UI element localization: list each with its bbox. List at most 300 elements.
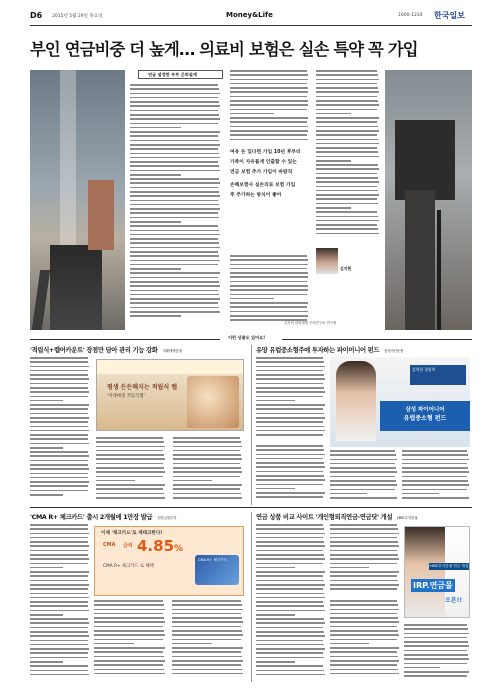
- text-line: [30, 631, 88, 633]
- text-line: [96, 437, 163, 439]
- text-line: [30, 455, 89, 457]
- text-line: [30, 528, 88, 530]
- text-line: [130, 84, 218, 86]
- text-line: [256, 652, 323, 654]
- text-line: [94, 669, 164, 671]
- samsung-ad-banner: [380, 401, 470, 431]
- article-samsung-company: 삼성자산운용: [384, 349, 404, 353]
- text-line: [230, 281, 307, 283]
- pullquote-line-4: 손해보험사 실손의료 보험 가입: [230, 183, 296, 188]
- text-line: [330, 673, 399, 675]
- text-line: [330, 664, 397, 666]
- text-line: [130, 123, 218, 125]
- article-mirae-text-mid: [96, 437, 166, 502]
- text-line: [330, 550, 397, 552]
- text-line: [256, 588, 323, 590]
- text-line: [316, 121, 377, 123]
- text-line: [256, 421, 323, 423]
- mirae-ad: [96, 359, 244, 431]
- text-line: [30, 601, 88, 603]
- text-line: [30, 652, 88, 654]
- text-line: [30, 447, 63, 449]
- text-line: [330, 639, 397, 641]
- text-line: [330, 471, 397, 473]
- article-hmc-title: 연금 상품 비교 사이트 '개인형퇴직연금·연금닷' 개설 HMC투자증권: [256, 514, 418, 521]
- text-line: [330, 563, 397, 565]
- text-line: [256, 417, 325, 419]
- text-line: [30, 635, 89, 637]
- text-line: [230, 91, 308, 93]
- text-line: [172, 669, 242, 671]
- text-line: [130, 174, 181, 176]
- text-line: [402, 471, 469, 473]
- mirae-ad-title: 평생 든든해지는 적립식 랩: [107, 384, 178, 391]
- text-line: [173, 441, 241, 443]
- text-line: [130, 93, 220, 95]
- text-line: [130, 195, 220, 197]
- text-line: [256, 488, 295, 490]
- article-shinhan-text-left: [30, 524, 90, 679]
- text-line: [330, 454, 396, 456]
- text-line: [130, 272, 220, 274]
- hmc-ad-tag: HMC투자증권 연금 개설: [429, 563, 470, 570]
- text-line: [130, 217, 219, 219]
- text-line: [316, 168, 379, 170]
- text-line: [230, 315, 308, 317]
- text-line: [316, 100, 378, 102]
- text-line: [130, 290, 218, 292]
- text-line: [330, 630, 398, 632]
- samsung-ad: [330, 357, 470, 447]
- text-line: [256, 657, 324, 659]
- article-shinhan-company: 신한금융투자: [157, 516, 177, 520]
- text-line: [94, 660, 165, 662]
- text-line: [316, 173, 377, 175]
- text-line: [173, 497, 242, 499]
- text-line: [256, 558, 325, 560]
- text-line: [330, 634, 399, 636]
- article-hmc: [256, 512, 472, 682]
- text-line: [96, 488, 163, 490]
- shinhan-ad-rate-label: 금리: [123, 543, 133, 549]
- text-line: [316, 134, 377, 136]
- text-line: [30, 438, 88, 440]
- text-line: [316, 220, 379, 222]
- text-line: [316, 117, 379, 119]
- article-hmc-text-left: [256, 524, 326, 679]
- text-line: [256, 537, 323, 539]
- text-line: [230, 276, 308, 278]
- article-hmc-text-mid: [330, 524, 400, 594]
- author-name: 김지현: [340, 266, 352, 271]
- text-line: [130, 311, 220, 313]
- text-line: [256, 413, 324, 415]
- text-line: [256, 370, 323, 372]
- text-line: [330, 489, 395, 491]
- newspaper-logo: 한국일보: [434, 11, 465, 20]
- text-line: [96, 454, 164, 456]
- byline-text: 연금 설정한 부부 은퇴설계: [148, 72, 197, 77]
- text-line: [96, 446, 165, 448]
- text-line: [130, 307, 219, 309]
- text-line: [172, 660, 243, 662]
- text-line: [30, 524, 88, 526]
- text-line: [330, 459, 397, 461]
- text-line: [30, 400, 63, 402]
- text-line: [30, 644, 88, 646]
- text-line: [130, 170, 220, 172]
- text-line: [330, 604, 398, 606]
- text-line: [172, 656, 242, 658]
- text-line: [30, 533, 89, 535]
- text-line: [402, 493, 439, 495]
- text-line: [330, 541, 398, 543]
- text-line: [330, 450, 395, 452]
- article-mirae-text-left: [30, 357, 90, 502]
- column-rule-2: [251, 512, 252, 682]
- text-line: [330, 600, 397, 602]
- text-line: [316, 186, 377, 188]
- text-line: [30, 421, 88, 423]
- text-line: [316, 198, 377, 200]
- article-shinhan-title: 'CMA R+ 체크카드' 출시 2개월에 1만장 발급 신한금융투자: [30, 514, 177, 521]
- text-line: [404, 633, 469, 635]
- text-line: [316, 87, 378, 89]
- text-line: [130, 153, 219, 155]
- text-line: [256, 445, 323, 447]
- text-line: [30, 593, 88, 595]
- text-line: [30, 541, 88, 543]
- article-samsung-text-left: [256, 357, 326, 442]
- text-line: [130, 144, 220, 146]
- text-line: [330, 575, 397, 577]
- text-line: [256, 484, 323, 486]
- text-line: [230, 285, 308, 287]
- text-line: [30, 426, 88, 428]
- text-line: [256, 541, 324, 543]
- text-line: [316, 160, 351, 162]
- text-line: [316, 147, 377, 149]
- text-line: [230, 289, 308, 291]
- text-line: [173, 467, 241, 469]
- text-line: [404, 667, 440, 669]
- text-line: [30, 477, 88, 479]
- text-line: [330, 497, 397, 499]
- text-line: [316, 156, 379, 158]
- hmc-ad: [404, 526, 470, 618]
- text-line: [30, 357, 88, 359]
- text-line: [172, 621, 243, 623]
- text-line: [94, 647, 165, 649]
- text-line: [130, 161, 218, 163]
- text-line: [172, 643, 212, 645]
- text-line: [230, 70, 307, 72]
- text-line: [330, 476, 395, 478]
- text-line: [130, 118, 220, 120]
- text-line: [316, 79, 379, 81]
- text-line: [256, 584, 325, 586]
- text-line: [316, 139, 378, 141]
- feature-body-col-2b: [230, 255, 310, 325]
- samsung-ad-bottom: 유럽중소형 펀드: [403, 415, 447, 422]
- text-line: [402, 480, 468, 482]
- text-line: [256, 631, 324, 633]
- text-line: [30, 648, 89, 650]
- text-line: [330, 524, 397, 526]
- text-line: [130, 127, 181, 129]
- text-line: [256, 622, 325, 624]
- main-headline: 부인 연금비중 더 높게… 의료비 보험은 실손 특약 꼭 가입: [30, 40, 418, 59]
- text-line: [230, 96, 307, 98]
- text-line: [130, 251, 218, 253]
- section-title: Money&Life: [226, 11, 273, 19]
- text-line: [30, 404, 89, 406]
- text-line: [130, 281, 219, 283]
- text-line: [256, 648, 325, 650]
- text-line: [94, 626, 163, 628]
- text-line: [130, 101, 219, 103]
- text-line: [256, 471, 323, 473]
- feature-photo-left: [30, 70, 125, 330]
- hmc-ad-title: IRP.연금몰: [413, 581, 453, 590]
- text-line: [256, 524, 323, 526]
- text-line: [130, 97, 218, 99]
- text-line: [402, 459, 469, 461]
- text-line: [256, 644, 324, 646]
- text-line: [230, 264, 308, 266]
- text-line: [96, 467, 164, 469]
- text-line: [173, 471, 242, 473]
- text-line: [172, 651, 241, 653]
- text-line: [130, 200, 218, 202]
- text-line: [30, 494, 63, 496]
- text-line: [404, 628, 468, 630]
- text-line: [94, 609, 165, 611]
- article-mirae-text-right: [173, 437, 243, 502]
- header-phone: 1600-1234: [398, 13, 423, 18]
- text-line: [316, 109, 377, 111]
- text-line: [404, 671, 469, 673]
- text-line: [404, 658, 469, 660]
- text-line: [256, 400, 295, 402]
- shinhan-card-graphic: CMA R+ 체크카드: [195, 555, 239, 585]
- page-date: 2015년 5월 29일 목요일: [52, 14, 103, 19]
- text-line: [256, 496, 323, 498]
- text-line: [130, 264, 218, 266]
- article-samsung-text-bottom-1: [256, 445, 326, 502]
- text-line: [130, 238, 218, 240]
- shinhan-ad-prefix: CMA: [103, 542, 116, 548]
- text-line: [30, 584, 89, 586]
- text-line: [230, 104, 308, 106]
- text-line: [402, 489, 467, 491]
- text-line: [330, 669, 398, 671]
- article-mirae: [30, 345, 246, 505]
- text-line: [256, 378, 325, 380]
- text-line: [230, 113, 274, 115]
- article-shinhan: [30, 512, 246, 682]
- author-avatar: [316, 248, 338, 274]
- text-line: [30, 387, 88, 389]
- text-line: [172, 617, 242, 619]
- text-line: [94, 673, 165, 675]
- text-line: [316, 70, 377, 72]
- text-line: [30, 417, 89, 419]
- text-line: [316, 143, 379, 145]
- text-line: [172, 630, 242, 632]
- text-line: [130, 247, 220, 249]
- text-line: [30, 464, 88, 466]
- text-line: [96, 497, 165, 499]
- text-line: [330, 621, 399, 623]
- feature-article: [30, 70, 472, 330]
- text-line: [256, 479, 325, 481]
- text-line: [130, 268, 181, 270]
- text-line: [30, 408, 88, 410]
- feature-photo-right: [385, 70, 472, 330]
- shinhan-ad: [94, 526, 244, 596]
- text-line: [130, 294, 219, 296]
- text-line: [172, 673, 243, 675]
- text-line: [130, 114, 219, 116]
- text-line: [30, 661, 63, 663]
- text-line: [130, 230, 219, 232]
- text-line: [172, 664, 241, 666]
- article-samsung-text-bottom-2: [330, 450, 398, 502]
- text-line: [330, 588, 397, 590]
- text-line: [30, 391, 89, 393]
- hmc-ad-suffix: 오픈!!: [445, 597, 463, 604]
- text-line: [256, 374, 324, 376]
- text-line: [402, 454, 468, 456]
- text-line: [30, 443, 89, 445]
- text-line: [230, 109, 307, 111]
- text-line: [30, 434, 88, 436]
- text-line: [330, 647, 399, 649]
- text-line: [130, 221, 181, 223]
- text-line: [330, 643, 369, 645]
- text-line: [256, 426, 324, 428]
- byline-box: [138, 70, 223, 79]
- text-line: [404, 637, 467, 639]
- text-line: [404, 650, 467, 652]
- text-line: [30, 618, 88, 620]
- feature-body-col-1: [130, 84, 222, 324]
- pullquote-line-5: 후 추가하는 방식이 좋아: [230, 193, 282, 198]
- text-line: [404, 654, 468, 656]
- text-line: [230, 306, 307, 308]
- shinhan-ad-head: 이제 '체크카드'로 재테크한다!: [101, 531, 163, 536]
- text-line: [256, 449, 324, 451]
- text-line: [402, 450, 467, 452]
- article-mirae-company: 미래에셋증권: [162, 349, 182, 353]
- text-line: [173, 484, 242, 486]
- text-line: [94, 664, 163, 666]
- text-line: [172, 647, 243, 649]
- text-line: [256, 466, 325, 468]
- text-line: [94, 630, 164, 632]
- text-line: [30, 610, 89, 612]
- text-line: [30, 657, 88, 659]
- text-line: [130, 110, 218, 112]
- text-line: [230, 311, 308, 313]
- text-line: [30, 460, 88, 462]
- text-line: [404, 624, 467, 626]
- text-line: [30, 597, 89, 599]
- text-line: [173, 437, 240, 439]
- text-line: [230, 302, 308, 304]
- header-rule: [30, 25, 472, 26]
- text-line: [230, 272, 308, 274]
- text-line: [316, 224, 377, 226]
- text-line: [256, 635, 325, 637]
- text-line: [256, 454, 325, 456]
- text-line: [316, 211, 377, 213]
- text-line: [256, 614, 295, 616]
- shinhan-ad-rate: 4.85%: [137, 537, 184, 555]
- text-line: [256, 597, 325, 599]
- text-line: [130, 225, 218, 227]
- text-line: [130, 105, 220, 107]
- text-line: [402, 463, 467, 465]
- text-line: [30, 670, 88, 672]
- text-line: [96, 484, 165, 486]
- pullquote: [230, 148, 315, 238]
- section-divider-left: [30, 339, 220, 340]
- article-samsung-title: 유망 유럽중소형주에 투자하는 파이어니어 펀드 삼성자산운용: [256, 347, 404, 354]
- text-line: [256, 670, 324, 672]
- text-line: [96, 476, 163, 478]
- text-line: [256, 571, 325, 573]
- text-line: [96, 480, 135, 482]
- text-line: [96, 450, 163, 452]
- text-line: [256, 361, 324, 363]
- article-samsung-text-bottom-3: [402, 450, 470, 502]
- text-line: [30, 640, 88, 642]
- row-divider: [30, 507, 472, 508]
- text-line: [256, 475, 324, 477]
- article-samsung: [256, 345, 472, 505]
- text-line: [256, 580, 324, 582]
- feature-body-col-3: [316, 70, 380, 240]
- text-line: [130, 187, 218, 189]
- text-line: [256, 528, 324, 530]
- text-line: [256, 408, 323, 410]
- text-line: [230, 121, 307, 123]
- text-line: [316, 91, 379, 93]
- text-line: [173, 454, 241, 456]
- text-line: [30, 481, 89, 483]
- text-line: [402, 497, 469, 499]
- text-line: [256, 640, 323, 642]
- text-line: [256, 563, 323, 565]
- text-line: [172, 600, 241, 602]
- text-line: [172, 609, 243, 611]
- text-line: [130, 165, 219, 167]
- text-line: [30, 537, 88, 539]
- text-line: [256, 533, 325, 535]
- text-line: [30, 370, 88, 372]
- text-line: [256, 665, 323, 667]
- text-line: [404, 663, 467, 665]
- text-line: [330, 617, 398, 619]
- text-line: [230, 268, 307, 270]
- text-line: [316, 194, 379, 196]
- text-line: [256, 550, 323, 552]
- text-line: [30, 550, 88, 552]
- text-line: [94, 621, 165, 623]
- text-line: [230, 126, 308, 128]
